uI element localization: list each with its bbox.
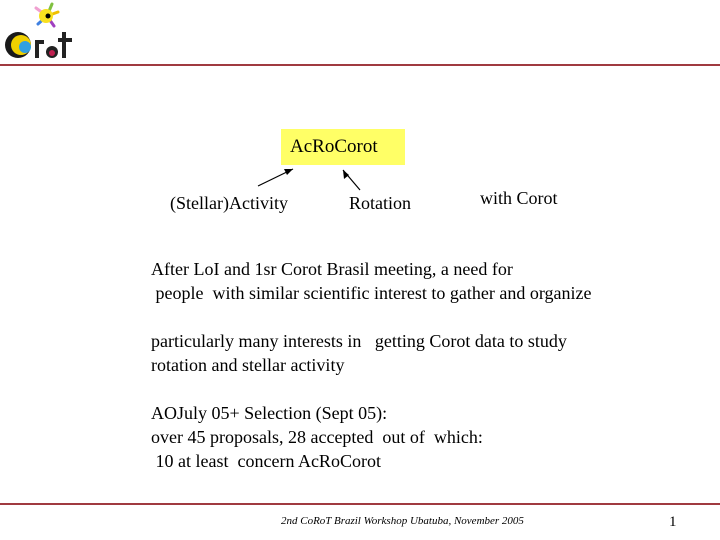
page-number: 1 (669, 514, 677, 530)
body-line: rotation and stellar activity (151, 355, 345, 375)
title-acrocorot: AcRoCorot (290, 136, 378, 157)
label-activity: (Stellar)Activity (170, 193, 288, 213)
label-rotation: Rotation (349, 193, 411, 213)
footer-text: 2nd CoRoT Brazil Workshop Ubatuba, November 2005 (281, 515, 524, 527)
label-with-corot: with Corot (480, 188, 558, 208)
body-line: AOJuly 05+ Selection (Sept 05): (151, 403, 388, 423)
body-line: over 45 proposals, 28 accepted out of which: (151, 427, 483, 447)
footer-rule (0, 503, 720, 505)
body-line: After LoI and 1sr Corot Brasil meeting, a need for (151, 259, 513, 279)
body-line: particularly many interests in getting Corot data to study (151, 331, 567, 351)
body-line: 10 at least concern AcRoCorot (151, 451, 381, 471)
body-line: people with similar scientific interest to gather and organize (151, 283, 592, 303)
